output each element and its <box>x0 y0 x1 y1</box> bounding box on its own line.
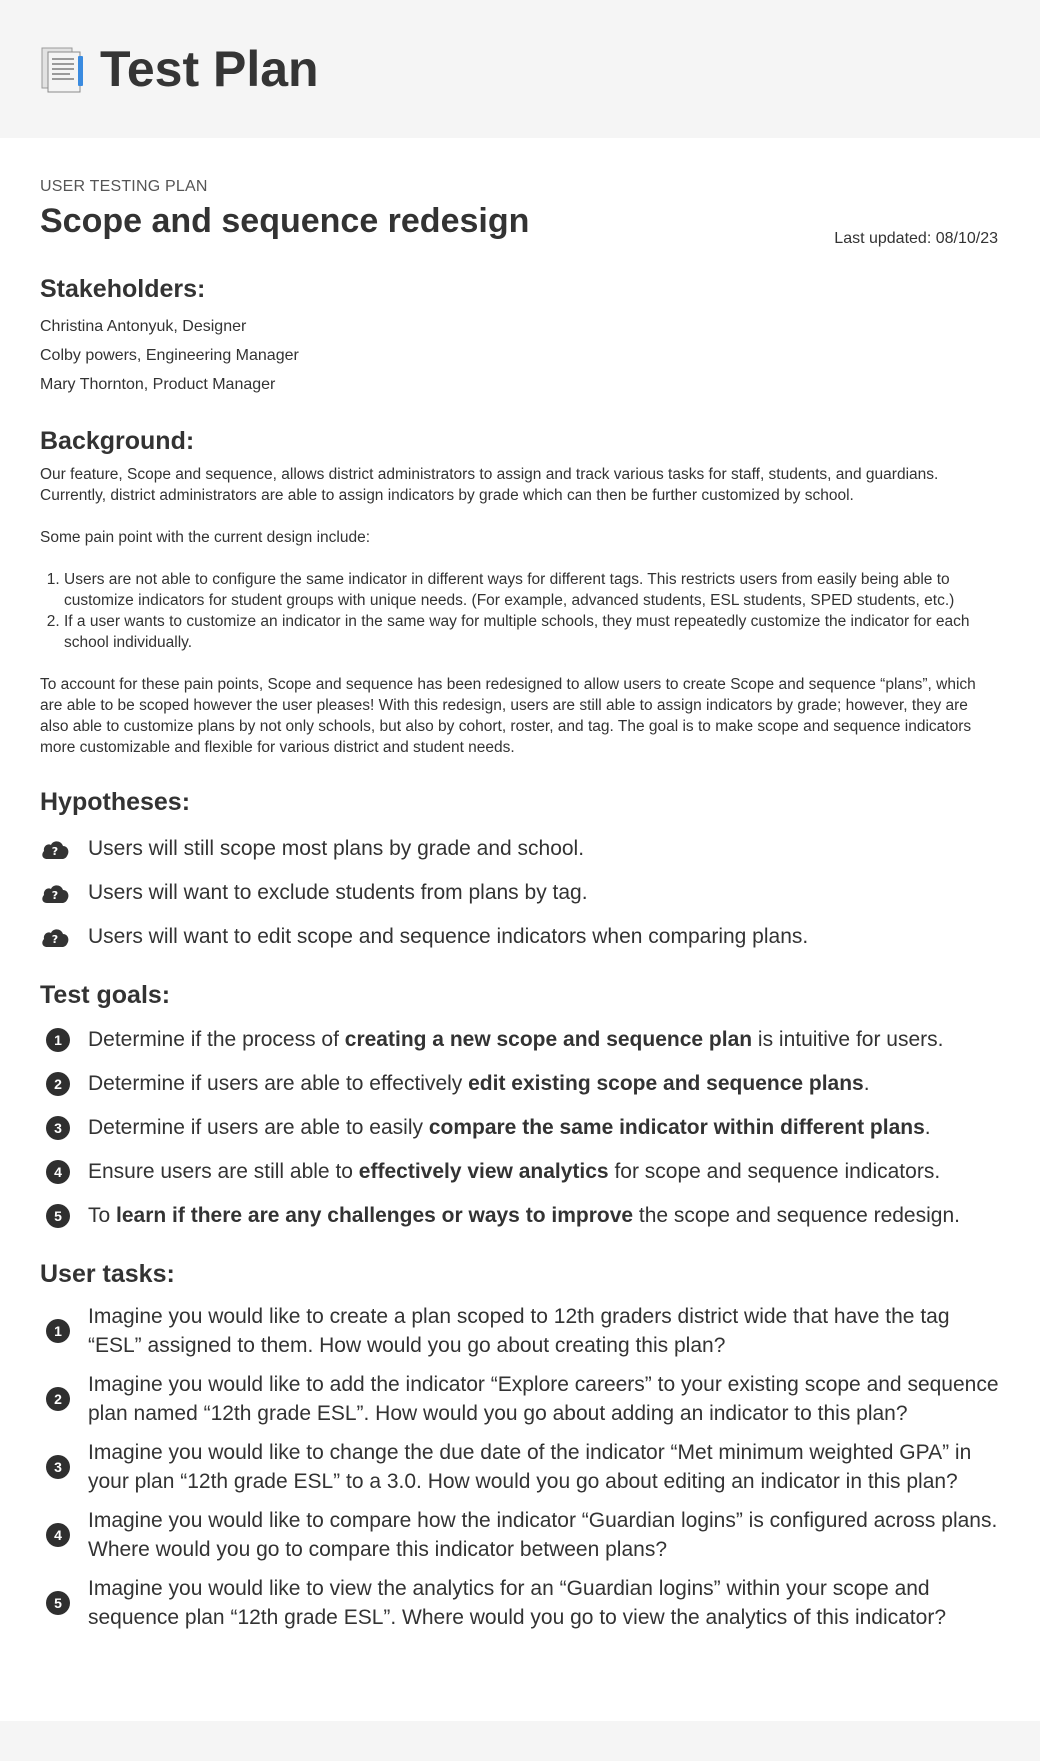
goals-heading: Test goals: <box>40 981 171 1009</box>
list-item <box>40 1018 1000 1062</box>
list-item: Christina Antonyuk, Designer <box>40 318 247 335</box>
hypotheses-list <box>40 827 1000 959</box>
doc-overline: USER TESTING PLAN <box>40 178 208 195</box>
list-item <box>40 1150 1000 1194</box>
goal-text: To learn if there are any challenges or ways to improve the scope and sequence redesign. <box>88 1204 960 1227</box>
number-badge-icon: 3 <box>46 1455 70 1479</box>
list-item <box>40 827 1000 871</box>
hypothesis-text: Users will want to exclude students from plans by tag. <box>88 881 588 904</box>
list-item <box>40 915 1000 959</box>
cloud-question-icon <box>40 882 88 904</box>
document-icon <box>40 44 86 94</box>
page-header <box>0 0 1040 138</box>
svg-text:?: ? <box>51 889 59 902</box>
task-text: Imagine you would like to change the due date of the indicator “Met minimum weighted GPA” in your plan “12th grade ESL” to a 3.0. How would you go about editing an indicator in this plan? <box>88 1441 972 1493</box>
cloud-question-icon <box>40 926 88 948</box>
number-badge-icon: 2 <box>46 1387 70 1411</box>
hypothesis-text: Users will still scope most plans by grade and school. <box>88 837 585 860</box>
list-item <box>40 1194 1000 1238</box>
list-item <box>40 871 1000 915</box>
background-intro: Our feature, Scope and sequence, allows district administrators to assign and track various tasks for staff, students, and guardians. Currently, district administrators are able to assign indicators by grade which can then be further customized by school. <box>40 466 939 504</box>
list-item: 2. If a user wants to customize an indicator in the same way for multiple schools, they must repeatedly customize the indicator for each school individually. <box>64 611 1000 653</box>
goal-text: Determine if users are able to effectively edit existing scope and sequence plans. <box>88 1072 870 1095</box>
hypothesis-text: Users will want to edit scope and sequence indicators when comparing plans. <box>88 925 809 948</box>
stakeholders-list <box>40 312 1000 399</box>
page-title: Test Plan <box>100 41 319 97</box>
background-section <box>40 464 1000 758</box>
document-body <box>0 138 1040 1721</box>
goals-list <box>40 1018 1000 1238</box>
pain-points-list <box>40 569 1000 653</box>
task-text: Imagine you would like to add the indicator “Explore careers” to your existing scope and sequence plan named “12th grade ESL”. How would you go about adding an indicator to this plan? <box>88 1373 999 1425</box>
number-badge-icon: 3 <box>46 1116 70 1140</box>
list-item <box>40 1297 1000 1365</box>
list-item <box>40 1062 1000 1106</box>
list-item <box>40 1365 1000 1433</box>
task-text: Imagine you would like to compare how the indicator “Guardian logins” is configured across plans. Where would you go to compare this indicator between plans? <box>88 1509 998 1561</box>
goal-text: Ensure users are still able to effectively view analytics for scope and sequence indicators. <box>88 1160 941 1183</box>
tasks-list <box>40 1297 1000 1637</box>
number-badge-icon: 4 <box>46 1523 70 1547</box>
list-item <box>40 1106 1000 1150</box>
list-item: Colby powers, Engineering Manager <box>40 347 299 364</box>
task-text: Imagine you would like to create a plan scoped to 12th graders district wide that have the tag “ESL” assigned to them. How would you go about creating this plan? <box>88 1305 950 1357</box>
goal-text: Determine if the process of creating a new scope and sequence plan is intuitive for users. <box>88 1028 944 1051</box>
list-item: 1. Users are not able to configure the same indicator in different ways for different tags. This restricts users from easily being able to customize indicators for student groups with unique needs. (For example, advanced students, ESL students, SPED students, etc.) <box>64 569 1000 611</box>
svg-text:?: ? <box>51 933 59 946</box>
cloud-question-icon <box>40 838 88 860</box>
number-badge-icon: 1 <box>46 1028 70 1052</box>
number-badge-icon: 5 <box>46 1204 70 1228</box>
background-heading: Background: <box>40 427 195 455</box>
number-badge-icon: 2 <box>46 1072 70 1096</box>
svg-text:?: ? <box>51 845 59 858</box>
background-conclusion: To account for these pain points, Scope and sequence has been redesigned to allow users to create Scope and sequence “plans”, which are able to be scoped however the user pleases! With this redesign, users are still able to assign indicators by grade; however, they are also able to customize plans by not only schools, but also by cohort, roster, and tag. The goal is to make scope and sequence indicators more customizable and flexible for various district and student needs. <box>40 676 976 756</box>
list-item <box>40 1433 1000 1501</box>
stakeholders-heading: Stakeholders: <box>40 275 206 303</box>
task-text: Imagine you would like to view the analytics for an “Guardian logins” within your scope and sequence plan “12th grade ESL”. Where would you go to view the analytics of this indicator? <box>88 1577 946 1629</box>
hypotheses-heading: Hypotheses: <box>40 788 191 816</box>
doc-title: Scope and sequence redesign <box>40 202 530 240</box>
goal-text: Determine if users are able to easily compare the same indicator within different plans. <box>88 1116 931 1139</box>
number-badge-icon: 1 <box>46 1319 70 1343</box>
list-item: Mary Thornton, Product Manager <box>40 376 276 393</box>
pain-intro: Some pain point with the current design include: <box>40 529 371 546</box>
last-updated: Last updated: 08/10/23 <box>834 230 998 247</box>
tasks-heading: User tasks: <box>40 1260 175 1288</box>
list-item <box>40 1569 1000 1637</box>
number-badge-icon: 4 <box>46 1160 70 1184</box>
number-badge-icon: 5 <box>46 1591 70 1615</box>
list-item <box>40 1501 1000 1569</box>
